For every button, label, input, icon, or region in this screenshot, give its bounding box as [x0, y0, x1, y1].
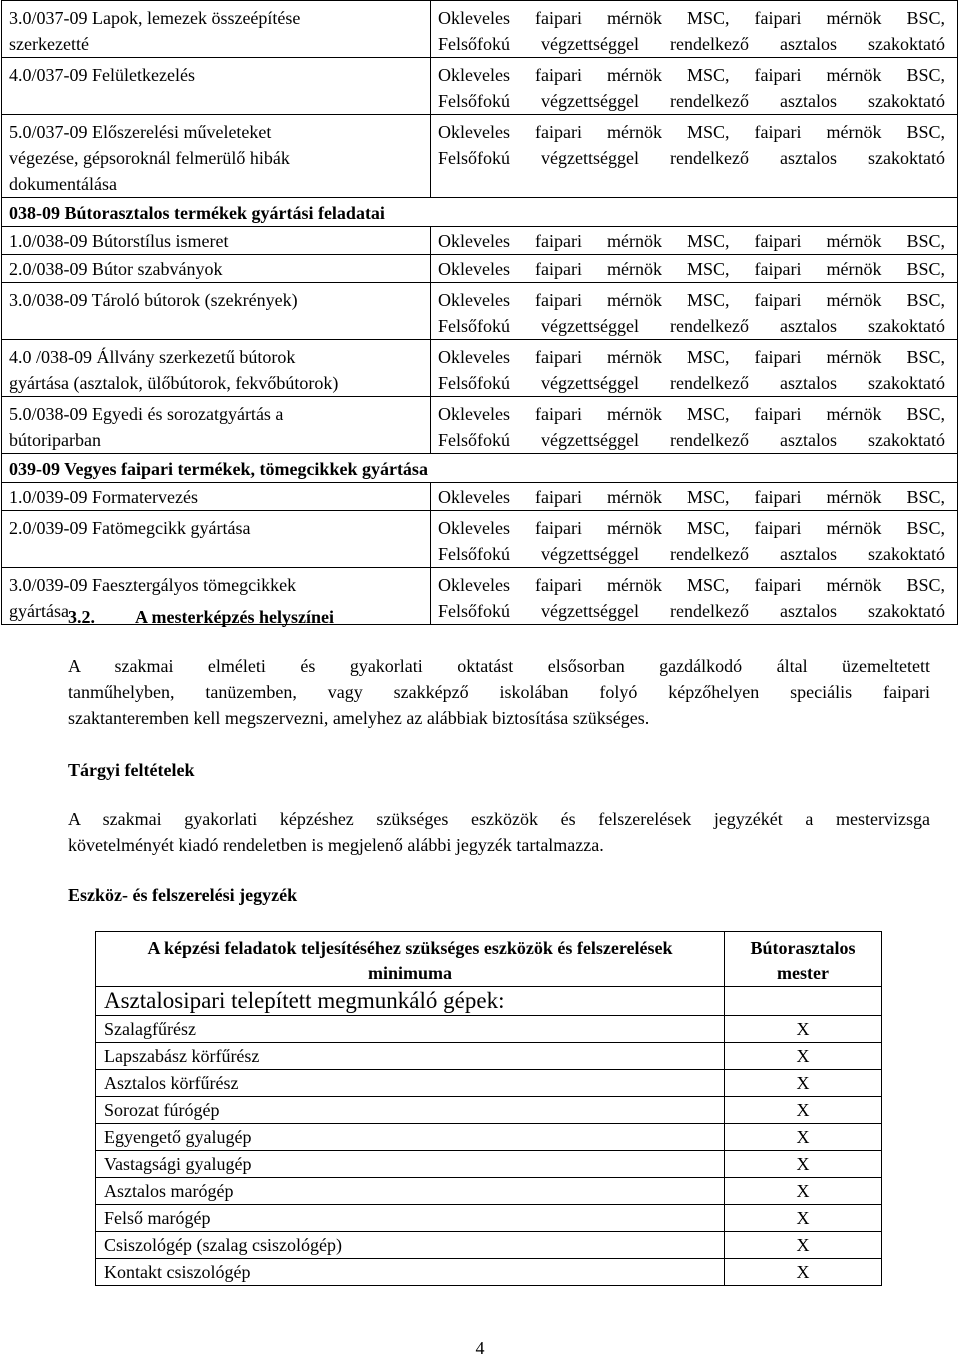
equipment-item-mark: X — [725, 1178, 882, 1205]
qualification-module-row — [2, 227, 958, 255]
equipment-item-mark: X — [725, 1097, 882, 1124]
qualification-line: Felsőfokú végzettséggel rendelkező asztalos szakoktató — [438, 316, 945, 336]
equipment-header-right: Bútorasztalos mester — [725, 932, 882, 987]
qualification-module-row — [2, 255, 958, 283]
module-name-cell — [2, 483, 431, 511]
qualification-module-row — [2, 340, 958, 397]
equipment-item-mark: X — [725, 1016, 882, 1043]
qualification-line: Felsőfokú végzettséggel rendelkező asztalos szakoktató — [438, 430, 945, 450]
qualification-line: Okleveles faipari mérnök MSC, faipari mérnök BSC, — [438, 65, 945, 85]
equipment-item-name: Asztalos marógép — [96, 1178, 725, 1205]
module-name-line: 2.0/038-09 Bútor szabványok — [9, 259, 223, 279]
section-title: A mesterképzés helyszínei — [135, 607, 334, 627]
section-heading — [68, 604, 334, 630]
intro-paragraph — [68, 653, 930, 731]
conditions-line: követelményét kiadó rendeletben is megjelenő alábbi jegyzék tartalmazza. — [68, 835, 604, 855]
module-name-line: szerkezetté — [9, 34, 89, 54]
instructor-qualification-cell — [431, 511, 958, 568]
instructor-qualification-cell — [431, 255, 958, 283]
qualification-line: Okleveles faipari mérnök MSC, faipari mérnök BSC, — [438, 122, 945, 142]
equipment-item-name: Asztalos körfűrész — [96, 1070, 725, 1097]
equipment-table — [95, 931, 882, 1286]
equipment-group-mark — [725, 987, 882, 1016]
module-name-cell — [2, 397, 431, 454]
instructor-qualification-cell — [431, 58, 958, 115]
equipment-header-row — [96, 932, 882, 987]
module-name-line: végezése, gépsoroknál felmerülő hibák — [9, 148, 290, 168]
module-name-line: 3.0/038-09 Tároló bútorok (szekrények) — [9, 290, 298, 310]
instructor-qualification-cell — [431, 397, 958, 454]
intro-line: A szakmai elméleti és gyakorlati oktatást elsősorban gazdálkodó által üzemeltetett — [68, 656, 930, 676]
conditions-paragraph — [68, 806, 930, 858]
qualification-line: Felsőfokú végzettséggel rendelkező asztalos szakoktató — [438, 34, 945, 54]
qualification-module-row — [2, 1, 958, 58]
instructor-qualification-cell — [431, 483, 958, 511]
equipment-item-row — [96, 1151, 882, 1178]
module-name-line: gyártása (asztalok, ülőbútorok, fekvőbútorok) — [9, 373, 339, 393]
module-name-cell — [2, 227, 431, 255]
module-name-line: dokumentálása — [9, 174, 117, 194]
qualification-section-title: 038-09 Bútorasztalos termékek gyártási feladatai — [2, 198, 958, 227]
equipment-subheading: Eszköz- és felszerelési jegyzék — [68, 885, 298, 905]
qualification-module-row — [2, 483, 958, 511]
qualification-line: Felsőfokú végzettséggel rendelkező asztalos szakoktató — [438, 601, 945, 621]
instructor-qualification-cell — [431, 340, 958, 397]
intro-line: tanműhelyben, tanüzemben, vagy szakképző iskolában folyó képzőhelyen speciális faipari — [68, 682, 930, 702]
instructor-qualification-cell — [431, 1, 958, 58]
equipment-item-name: Egyengető gyalugép — [96, 1124, 725, 1151]
instructor-qualification-cell — [431, 568, 958, 625]
module-name-line: 4.0 /038-09 Állvány szerkezetű bútorok — [9, 347, 296, 367]
equipment-item-row — [96, 1043, 882, 1070]
equipment-item-mark: X — [725, 1070, 882, 1097]
equipment-item-name: Csiszológép (szalag csiszológép) — [96, 1232, 725, 1259]
equipment-group-row — [96, 987, 882, 1016]
equipment-item-row — [96, 1178, 882, 1205]
module-name-line: 3.0/037-09 Lapok, lemezek összeépítése — [9, 8, 301, 28]
equipment-group-title: Asztalosipari telepített megmunkáló gépek: — [96, 987, 725, 1016]
qualification-module-row — [2, 511, 958, 568]
instructor-qualification-cell — [431, 115, 958, 198]
module-name-cell — [2, 255, 431, 283]
instructor-qualification-cell — [431, 283, 958, 340]
equipment-item-name: Kontakt csiszológép — [96, 1259, 725, 1286]
qualification-section-row — [2, 198, 958, 227]
conditions-subheading: Tárgyi feltételek — [68, 760, 195, 780]
module-name-cell — [2, 58, 431, 115]
equipment-item-name: Lapszabász körfűrész — [96, 1043, 725, 1070]
qualification-section-title: 039-09 Vegyes faipari termékek, tömegcikkek gyártása — [2, 454, 958, 483]
qualification-line: Okleveles faipari mérnök MSC, faipari mérnök BSC, — [438, 404, 945, 424]
equipment-header-left: A képzési feladatok teljesítéséhez szükséges eszközök és felszerelések minimuma — [96, 932, 725, 987]
module-name-line: bútoriparban — [9, 430, 101, 450]
qualification-line: Okleveles faipari mérnök MSC, faipari mérnök BSC, — [438, 487, 945, 507]
equipment-item-row — [96, 1205, 882, 1232]
equipment-item-mark: X — [725, 1232, 882, 1259]
module-name-line: 1.0/039-09 Formatervezés — [9, 487, 198, 507]
module-name-cell — [2, 340, 431, 397]
qualifications-table-body — [2, 1, 958, 625]
qualification-line: Okleveles faipari mérnök MSC, faipari mérnök BSC, — [438, 259, 945, 279]
equipment-item-mark: X — [725, 1259, 882, 1286]
qualification-line: Okleveles faipari mérnök MSC, faipari mérnök BSC, — [438, 231, 945, 251]
qualification-module-row — [2, 397, 958, 454]
qualification-line: Okleveles faipari mérnök MSC, faipari mérnök BSC, — [438, 575, 945, 595]
equipment-item-name: Sorozat fúrógép — [96, 1097, 725, 1124]
module-name-cell — [2, 1, 431, 58]
intro-line: szaktanteremben kell megszervezni, amelyhez az alábbiak biztosítása szükséges. — [68, 708, 650, 728]
qualification-module-row — [2, 58, 958, 115]
module-name-line: 4.0/037-09 Felületkezelés — [9, 65, 195, 85]
qualification-line: Okleveles faipari mérnök MSC, faipari mérnök BSC, — [438, 8, 945, 28]
module-name-line: 3.0/039-09 Faesztergályos tömegcikkek — [9, 575, 297, 595]
qualification-module-row — [2, 115, 958, 198]
qualifications-table — [1, 0, 958, 625]
qualification-line: Okleveles faipari mérnök MSC, faipari mérnök BSC, — [438, 518, 945, 538]
equipment-item-name: Felső marógép — [96, 1205, 725, 1232]
equipment-item-row — [96, 1097, 882, 1124]
qualification-section-row — [2, 454, 958, 483]
section-number: 3.2. — [68, 607, 95, 627]
qualification-line: Felsőfokú végzettséggel rendelkező asztalos szakoktató — [438, 148, 945, 168]
equipment-item-mark: X — [725, 1124, 882, 1151]
module-name-cell — [2, 283, 431, 340]
qualification-line: Felsőfokú végzettséggel rendelkező asztalos szakoktató — [438, 91, 945, 111]
equipment-item-name: Vastagsági gyalugép — [96, 1151, 725, 1178]
qualification-line: Okleveles faipari mérnök MSC, faipari mérnök BSC, — [438, 347, 945, 367]
conditions-line: A szakmai gyakorlati képzéshez szükséges eszközök és felszerelések jegyzékét a mestervizsga — [68, 809, 930, 829]
module-name-line: 1.0/038-09 Bútorstílus ismeret — [9, 231, 229, 251]
qualification-line: Felsőfokú végzettséggel rendelkező asztalos szakoktató — [438, 373, 945, 393]
instructor-qualification-cell — [431, 227, 958, 255]
module-name-cell — [2, 511, 431, 568]
equipment-table-body — [96, 987, 882, 1286]
equipment-item-row — [96, 1070, 882, 1097]
equipment-item-mark: X — [725, 1151, 882, 1178]
qualification-line: Felsőfokú végzettséggel rendelkező asztalos szakoktató — [438, 544, 945, 564]
equipment-item-row — [96, 1232, 882, 1259]
equipment-item-name: Szalagfűrész — [96, 1016, 725, 1043]
qualification-line: Okleveles faipari mérnök MSC, faipari mérnök BSC, — [438, 290, 945, 310]
equipment-item-mark: X — [725, 1205, 882, 1232]
equipment-item-mark: X — [725, 1043, 882, 1070]
module-name-line: 5.0/038-09 Egyedi és sorozatgyártás a — [9, 404, 284, 424]
page-number: 4 — [475, 1338, 485, 1358]
module-name-cell — [2, 115, 431, 198]
module-name-line: 5.0/037-09 Előszerelési műveleteket — [9, 122, 272, 142]
module-name-line: 2.0/039-09 Fatömegcikk gyártása — [9, 518, 251, 538]
qualification-module-row — [2, 283, 958, 340]
equipment-item-row — [96, 1016, 882, 1043]
module-name-line: gyártása — [9, 601, 69, 621]
equipment-item-row — [96, 1124, 882, 1151]
equipment-item-row — [96, 1259, 882, 1286]
